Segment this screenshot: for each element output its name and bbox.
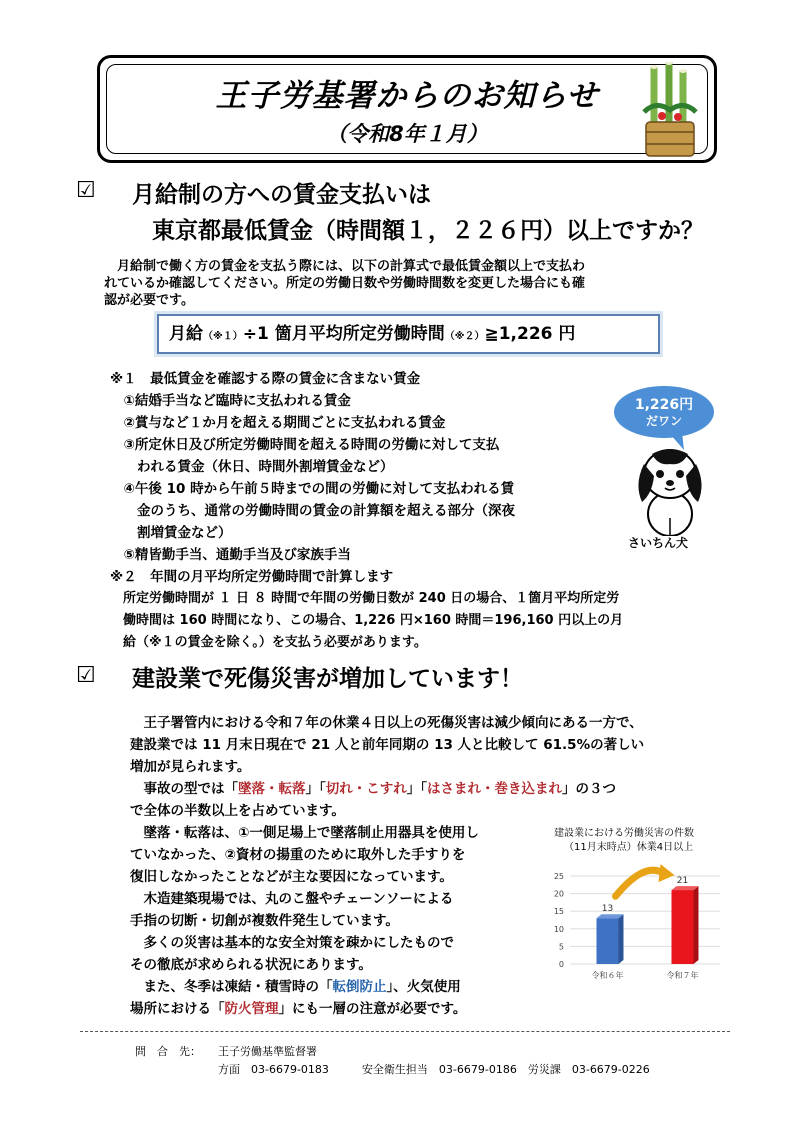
note1-line: ④午後 10 時から午前５時までの間の労働に対して支払われる賃: [110, 481, 515, 497]
s2-para3-line: 手指の切断・切創が複数件発生しています。: [130, 913, 399, 929]
chart-x-tick-label: 令和７年: [666, 971, 699, 980]
chart-data-label: 21: [676, 876, 689, 887]
s2-para5-line: [130, 998, 466, 1020]
s2-para4-prefix: また、冬季は凍結・積雪時の「: [130, 979, 333, 995]
chart-y-tick-label: 5: [558, 942, 564, 952]
accident-type-fall: 墜落・転落: [238, 781, 306, 797]
intro-line: 月給制で働く方の賃金を支払う際には、以下の計算式で最低賃金額以上で支払わ: [104, 259, 586, 274]
footer-office: 王子労働基準監督署: [218, 1045, 317, 1058]
s2-para3-line: 多くの災害は基本的な安全対策を疎かにしたもので: [130, 935, 454, 951]
chart-y-tick-label: 10: [553, 924, 564, 934]
chart-bar: [597, 918, 619, 964]
s2-para4-suffix: 」、火気使用: [386, 979, 461, 995]
page-subtitle: （令和8年１月）: [326, 122, 488, 146]
trend-arrow-icon: [616, 870, 665, 896]
formula-monthly-salary: 月給: [169, 324, 203, 344]
s2-para3-line: ていなかった、②資材の揚重のために取外した手すりを: [130, 847, 466, 863]
chart-x-tick-label: 令和６年: [591, 971, 624, 980]
note2-line: 給（※１の賃金を除く。）を支払う必要があります。: [110, 635, 427, 650]
accident-type-cut: 切れ・こすれ: [325, 781, 407, 797]
formula-box: [157, 314, 660, 354]
page-title: 王子労基署からのお知らせ: [215, 78, 599, 114]
chart-y-tick-label: 25: [553, 872, 564, 881]
dog-mascot-icon: [632, 440, 708, 536]
note1-line: ①結婚手当など臨時に支払われる賃金: [110, 393, 351, 409]
section2-heading: 建設業で死傷災害が増加しています！: [132, 666, 523, 692]
bubble-text-line1: 1,226円: [634, 397, 694, 413]
note1-line: ※１ 最低賃金を確認する際の賃金に含まない賃金: [110, 371, 421, 387]
chart-bar-side: [619, 914, 624, 964]
note2-line: ※２ 年間の月平均所定労働時間で計算します: [110, 569, 394, 585]
s2-para2-sep: 」「: [305, 781, 326, 797]
s2-para3-line: 復旧しなかったことなどが主な要因になっています。: [130, 869, 453, 885]
note1-line: ③所定休日及び所定労働時間を超える時間の労働に対して支払: [110, 437, 500, 453]
chart-y-tick-label: 0: [558, 960, 564, 969]
s2-para3-line: 木造建築現場では、丸のこ盤やチェーンソーによる: [130, 891, 454, 907]
chart-subtitle: （11月末時点）休業4日以上: [564, 842, 694, 853]
s2-para3-line: 墜落・転落は、①一側足場上で墜落制止用器具を使用し: [130, 825, 479, 841]
s2-para5-prefix: 場所における「: [130, 1001, 225, 1017]
chart-bar: [672, 890, 694, 964]
chart-bar-side: [694, 886, 699, 964]
kadomatsu-icon: [640, 62, 700, 158]
formula-result: ≧1,226 円: [484, 324, 576, 344]
note1-line: ⑤精皆勤手当、通勤手当及び家族手当: [110, 547, 351, 563]
formula-note2: （※２）: [444, 331, 485, 342]
formula-divisor: ÷1 箇月平均所定労働時間: [242, 324, 445, 344]
s2-para1-line: 増加が見られます。: [130, 759, 251, 775]
chart-data-label: 13: [601, 904, 614, 915]
s2-para2-line2: で全体の半数以上を占めています。: [130, 803, 345, 819]
intro-line: 認が必要です。: [104, 293, 194, 308]
mascot-caption: さいちん犬: [628, 536, 689, 550]
footer-divider: [80, 1031, 730, 1032]
s2-para2-prefix: 事故の型では「: [130, 781, 238, 797]
chart-plot: [540, 820, 730, 995]
s2-para2-suffix: 」の３つ: [562, 781, 616, 797]
bubble-text-line2: だワン: [645, 414, 682, 428]
s2-para2-sep: 」「: [406, 781, 427, 797]
checkbox-icon: ☑: [76, 663, 96, 688]
fall-prevention-text: 転倒防止: [332, 979, 387, 995]
accident-type-caught: はさまれ・巻き込まれ: [427, 781, 562, 797]
section1-heading-line2: 東京都最低賃金（時間額１，２２６円）以上ですか？: [152, 218, 704, 244]
s2-para1-line: 王子署管内における令和７年の休業４日以上の死傷災害は減少傾向にある一方で、: [130, 715, 643, 731]
note1-line: 割増賃金など）: [110, 525, 232, 541]
fire-management-text: 防火管理: [224, 1001, 279, 1017]
chart-title: 建設業における労働災害の件数: [554, 828, 694, 839]
s2-para2-line1: [130, 778, 616, 800]
intro-line: れているか確認してください。所定の労働日数や労働時間数を変更した場合にも確: [104, 276, 586, 291]
chart-y-tick-label: 20: [553, 889, 564, 899]
trend-arrow-head-icon: [659, 864, 675, 882]
footer-phone-numbers: 方面 03-6679-0183 安全衛生担当 03-6679-0186 労災課 03-6679-0226: [218, 1063, 650, 1076]
header-box: [97, 55, 717, 163]
chart-y-tick-label: 15: [553, 907, 564, 917]
s2-para5-suffix: 」にも一層の注意が必要です。: [278, 1001, 467, 1017]
injury-chart: [540, 820, 730, 995]
formula-note1: （※１）: [203, 331, 243, 342]
s2-para1-line: 建設業では 11 月末日現在で 21 人と前年同期の 13 人と比較して 61.5%の著しい: [130, 737, 645, 753]
checkbox-icon: ☑: [76, 178, 96, 203]
note2-line: 所定労働時間が １ 日 ８ 時間で年間の労働日数が 240 日の場合、１箇月平均所定労: [110, 591, 620, 606]
s2-para4-line: [130, 976, 461, 998]
note2-line: 働時間は 160 時間になり、この場合、1,226 円×160 時間＝196,160 円以上の月: [110, 613, 624, 628]
mascot-speech-bubble: [610, 384, 718, 442]
footer-contact-label: 問 合 先：: [135, 1045, 201, 1058]
note1-line: われる賃金（休日、時間外割増賃金など）: [110, 459, 394, 475]
s2-para3-line: その徹底が求められる状況にあります。: [130, 957, 372, 973]
note1-line: 金のうち、通常の労働時間の賃金の計算額を超える部分（深夜: [110, 503, 515, 519]
note1-line: ②賞与など１か月を超える期間ごとに支払われる賃金: [110, 415, 446, 431]
section1-heading-line1: 月給制の方への賃金支払いは: [132, 182, 431, 208]
